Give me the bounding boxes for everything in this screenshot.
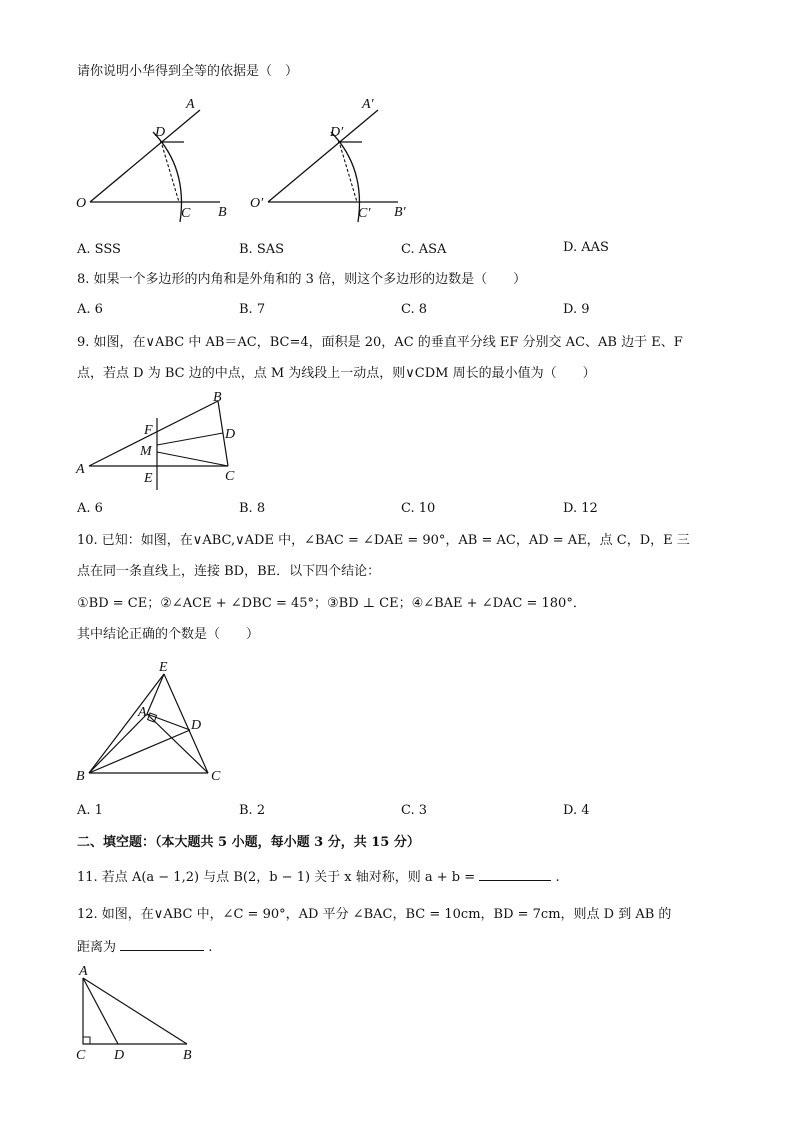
q7-option-a: A. SSS: [77, 242, 121, 257]
q10-option-c: C. 3: [401, 803, 428, 818]
segment-ec: [164, 674, 208, 773]
segment-md: [157, 433, 223, 445]
segment-be: [89, 674, 164, 773]
label-e: E: [144, 471, 153, 486]
label-d-prime: D′: [330, 125, 344, 140]
q11-text: 11. 若点 A(a − 1,2) 与点 B(2，b − 1) 关于 x 轴对称，则 a + b =: [77, 870, 476, 885]
label-f: F: [144, 423, 153, 438]
label-b: B: [183, 1048, 192, 1063]
label-e: E: [159, 660, 168, 675]
q10-figure: [70, 655, 240, 790]
label-a: A: [76, 462, 85, 477]
segment-ad: [83, 978, 118, 1044]
q11-end: .: [555, 870, 560, 885]
label-d: D: [155, 125, 166, 140]
label-a: A: [138, 705, 147, 720]
segment-dc-prime: [340, 145, 357, 202]
ray-oa: [90, 110, 200, 202]
label-b-prime: B′: [394, 205, 406, 220]
segment-ba: [89, 714, 147, 773]
q11-line: [77, 868, 560, 886]
label-c: C: [181, 206, 191, 221]
q10-option-d: D. 4: [563, 803, 590, 818]
segment-dc: [162, 145, 179, 202]
q7-option-b: B. SAS: [239, 242, 285, 257]
q7-option-c: C. ASA: [401, 242, 447, 257]
q12-answer-blank[interactable]: [120, 938, 204, 951]
q9-option-c: C. 10: [401, 501, 436, 516]
side-ab: [89, 401, 218, 466]
q7-stem: 请你说明小华得到全等的依据是（ ）: [77, 64, 299, 79]
segment-mc: [157, 452, 228, 466]
q10-option-a: A. 1: [77, 803, 103, 818]
q10-line-4: 其中结论正确的个数是（ ）: [77, 627, 260, 642]
q12-line-2-wrap: [77, 938, 212, 956]
side-ab: [83, 978, 187, 1044]
label-c: C: [76, 1048, 86, 1063]
q9-figure: [70, 388, 260, 498]
label-a: A: [79, 964, 88, 979]
label-c: C: [225, 469, 235, 484]
right-angle-mark: [83, 1037, 90, 1044]
segment-bd: [89, 730, 190, 773]
label-a: A: [186, 97, 195, 112]
ray-oa-prime: [268, 110, 378, 202]
section-title: 二、填空题：（本大题共 5 小题，每小题 3 分，共 15 分）: [77, 835, 420, 850]
q8-option-d: D. 9: [563, 302, 590, 317]
q9-option-b: B. 8: [239, 501, 266, 516]
label-c: C: [211, 769, 221, 784]
label-c-prime: C′: [358, 206, 371, 221]
q7-figure-2: [238, 90, 438, 240]
label-o-prime: O′: [250, 196, 264, 211]
q9-line-2: 点，若点 D 为 BC 边的中点，点 M 为线段上一动点，则∨CDM 周长的最小值为（ ）: [77, 366, 596, 381]
q8-option-a: A. 6: [77, 302, 103, 317]
q10-line-1: 10. 已知：如图，在∨ABC,∨ADE 中，∠BAC = ∠DAE = 90°，AB = AC，AD = AE，点 C，D，E 三: [77, 533, 690, 548]
label-d: D: [191, 718, 202, 733]
q11-answer-blank[interactable]: [479, 868, 551, 881]
q12-figure: [70, 962, 210, 1067]
q12-line-1: 12. 如图，在∨ABC 中，∠C = 90°，AD 平分 ∠BAC，BC = 10cm，BD = 7cm，则点 D 到 AB 的: [77, 907, 672, 922]
label-o: O: [76, 196, 87, 211]
label-a-prime: A′: [362, 97, 374, 112]
q12-end: .: [208, 940, 213, 955]
q8-option-c: C. 8: [401, 302, 428, 317]
q8-option-b: B. 7: [239, 302, 266, 317]
q7-figure-1: [60, 90, 260, 240]
q7-option-d: D. AAS: [563, 240, 609, 255]
q9-line-1: 9. 如图，在∨ABC 中 AB＝AC，BC=4，面积是 20，AC 的垂直平分线 EF 分别交 AC、AB 边于 E、F: [77, 335, 683, 350]
q10-line-3: ①BD = CE；②∠ACE + ∠DBC = 45°；③BD ⊥ CE；④∠BAE + ∠DAC = 180°．: [77, 596, 586, 611]
label-d: D: [114, 1048, 125, 1063]
label-d: D: [225, 427, 236, 442]
label-m: M: [140, 444, 152, 459]
q9-option-d: D. 12: [563, 501, 598, 516]
label-b: B: [213, 390, 222, 405]
q10-line-2: 点在同一条直线上，连接 BD，BE．以下四个结论：: [77, 564, 381, 579]
q10-option-b: B. 2: [239, 803, 266, 818]
label-b: B: [76, 769, 85, 784]
q12-line-2: 距离为: [77, 940, 117, 955]
q8-stem: 8. 如果一个多边形的内角和是外角和的 3 倍，则这个多边形的边数是（ ）: [77, 272, 527, 287]
q9-option-a: A. 6: [77, 501, 103, 516]
label-b: B: [218, 205, 227, 220]
